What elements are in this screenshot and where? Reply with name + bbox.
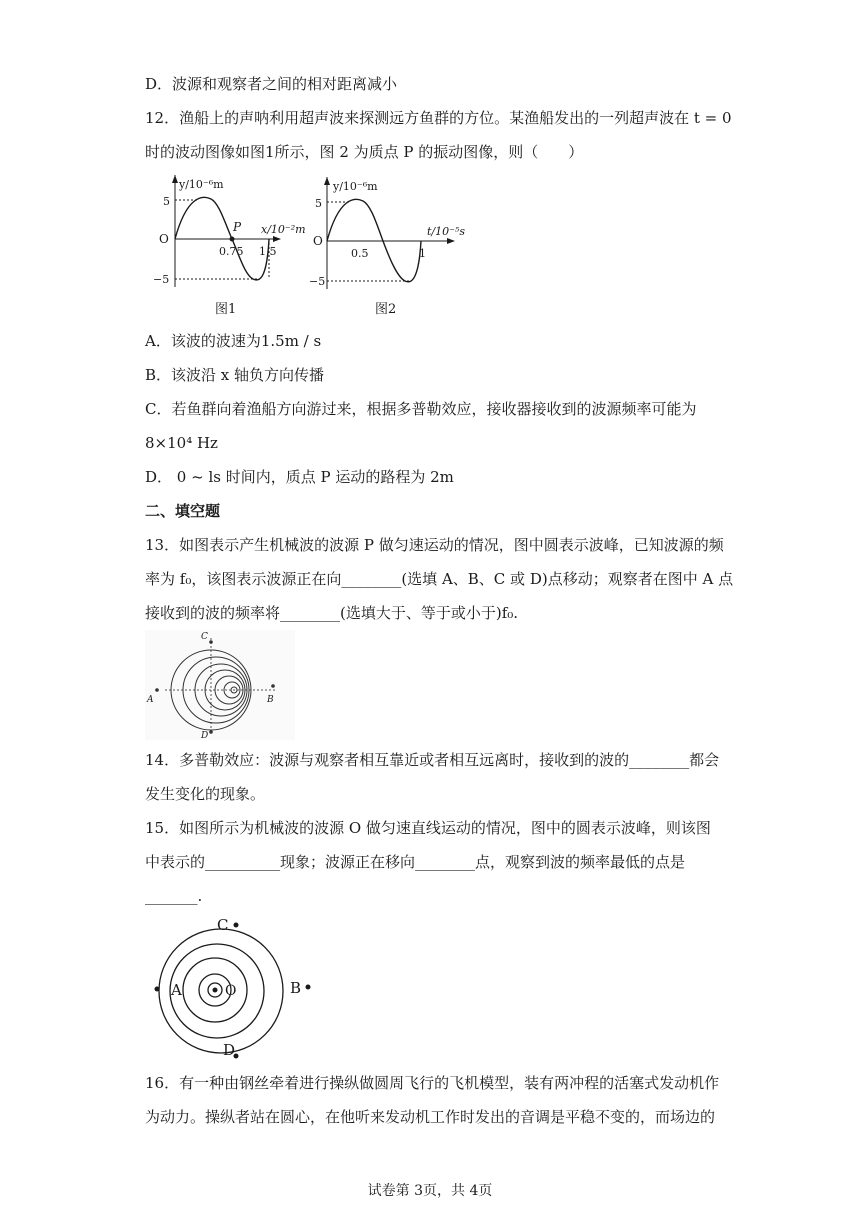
fig2-origin: O <box>313 234 323 248</box>
fig4-label-d: D <box>223 1041 236 1059</box>
fig2-y-axis-label: y/10⁻⁶m <box>333 180 378 193</box>
q12-option-d: D． 0 ~ ls 时间内，质点 P 运动的路程为 2m <box>145 468 454 486</box>
figure-2-vibration-graph <box>305 175 465 325</box>
q15-stem-line3: _______. <box>145 887 203 905</box>
fig2-y-bottom: −5 <box>309 275 326 288</box>
figure-1-wave-graph <box>145 175 306 325</box>
fig3-label-b: B <box>267 695 274 705</box>
figure-4-moving-source <box>145 913 325 1063</box>
point-p <box>230 237 235 242</box>
fig1-y-top: 5 <box>163 195 170 208</box>
fig1-y-axis-label: y/10⁻⁶m <box>179 178 224 191</box>
page-footer: 试卷第 3页，共 4页 <box>367 1183 493 1199</box>
q16-stem-line2: 为动力。操纵者站在圆心，在他听来发动机工作时发出的音调是平稳不变的，而场边的 <box>145 1108 716 1126</box>
fig3-label-c: C <box>201 632 208 642</box>
q15-stem-line1: 15．如图所示为机械波的波源 O 做匀速直线运动的情况，图中的圆表示波峰，则该图 <box>145 819 711 837</box>
fig1-origin: O <box>159 232 169 246</box>
fig2-x-axis-label: t/10⁻⁵s <box>427 225 465 238</box>
fig4-label-o: O <box>225 983 237 999</box>
q12-option-c-line2: 8×10⁴ Hz <box>145 434 218 452</box>
q13-stem-line3: 接收到的波的频率将________(选填大于、等于或小于)f₀. <box>145 604 519 622</box>
q13-stem-line2: 率为 f₀，该图表示波源正在向________(选填 A、B、C 或 D)点移动；观察者在图中 A 点 <box>145 570 734 588</box>
source-o-dot <box>213 988 218 993</box>
q15-stem-line2: 中表示的__________现象；波源正在移向________点，观察到波的频率最低的点是 <box>145 853 686 871</box>
q11-option-d: D．波源和观察者之间的相对距离减小 <box>145 75 398 93</box>
q14-stem-line1: 14．多普勒效应：波源与观察者相互靠近或者相互远离时，接收到的波的________都会 <box>145 751 720 769</box>
fig1-x-axis-label: x/10⁻²m <box>261 223 306 236</box>
section-title-fill-in: 二、填空题 <box>145 502 221 520</box>
q12-stem-line1: 12．渔船上的声呐利用超声波来探测远方鱼群的方位。某渔船发出的一列超声波在 t = 0 <box>145 109 732 127</box>
fig2-x-end: 1 <box>419 247 426 260</box>
fig4-label-a: A <box>171 981 182 999</box>
fig2-x-mid: 0.5 <box>351 247 369 260</box>
q12-stem-line2: 时的波动图像如图1所示，图 2 为质点 P 的振动图像，则（ ） <box>145 143 584 161</box>
fig2-caption: 图2 <box>375 302 397 317</box>
q12-option-a: A．该波的波速为1.5m / s <box>145 332 322 350</box>
fig2-y-top: 5 <box>315 197 322 210</box>
fig3-label-a: A <box>147 695 154 705</box>
fig1-y-bottom: −5 <box>153 273 170 286</box>
fig1-x-end: 1.5 <box>259 245 277 258</box>
fig3-label-d: D <box>201 731 209 741</box>
q13-stem-line1: 13．如图表示产生机械波的波源 P 做匀速运动的情况，图中圆表示波峰，已知波源的频 <box>145 536 724 554</box>
q14-stem-line2: 发生变化的现象。 <box>145 785 266 803</box>
q12-option-c-line1: C．若鱼群向着渔船方向游过来，根据多普勒效应，接收器接收到的波源频率可能为 <box>145 400 697 418</box>
fig1-caption: 图1 <box>215 302 237 317</box>
q12-option-b: B．该波沿 x 轴负方向传播 <box>145 366 325 384</box>
figure-3-doppler-circles <box>145 630 295 740</box>
fig1-x-mid: 0.75 <box>219 245 244 258</box>
fig4-label-c: C <box>217 916 229 934</box>
fig4-label-b: B <box>290 979 302 997</box>
q16-stem-line1: 16．有一种由钢丝牵着进行操纵做圆周飞行的飞机模型，装有两冲程的活塞式发动机作 <box>145 1074 720 1092</box>
fig1-point-label: P <box>233 220 242 234</box>
